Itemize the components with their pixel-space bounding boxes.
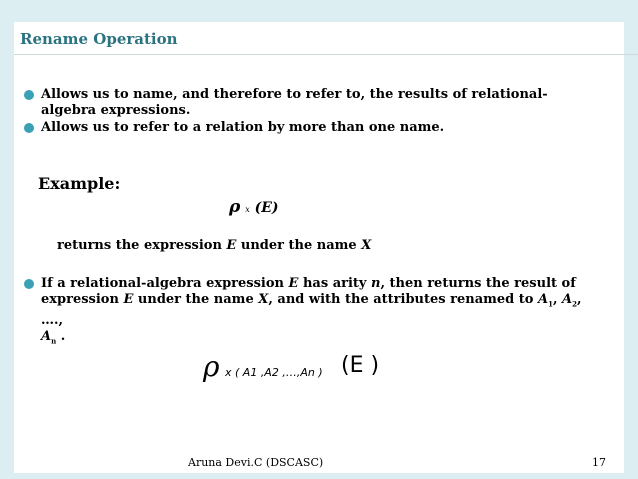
frame-top-bar — [0, 0, 638, 22]
footer-author: Aruna Devi.C (DSCASC) — [188, 456, 324, 469]
returns-text: returns the expression — [57, 238, 227, 253]
b3-text: If a relational-algebra expression — [41, 276, 289, 291]
rho-subscript: x — [245, 205, 250, 214]
returns-sentence — [57, 238, 371, 253]
frame-bottom-bar — [0, 473, 638, 479]
b3-n: n — [371, 276, 381, 291]
bullet-dot-icon — [24, 123, 34, 133]
frame-left-bar — [0, 0, 14, 479]
b3-e2: E — [123, 292, 134, 307]
rho-argument: (E) — [254, 200, 279, 216]
b3-text-2: has arity — [298, 276, 371, 291]
b3-sep2: , …., — [41, 292, 582, 328]
b3-e1: E — [288, 276, 299, 291]
b3-text-5: , and with the attributes renamed to — [268, 292, 538, 307]
formula-argument: (E ) — [341, 353, 380, 378]
b3-a2-sub: 2 — [572, 299, 577, 309]
rho-symbol: ρ — [229, 197, 241, 217]
example-label: Example: — [38, 174, 121, 193]
bullet-dot-icon — [24, 279, 34, 289]
returns-x: X — [361, 238, 372, 253]
b3-a1-sub: 1 — [548, 299, 553, 309]
page-number: 17 — [592, 456, 606, 469]
b3-a2: A — [562, 292, 573, 307]
rename-formula — [203, 350, 403, 384]
b3-a1: A — [537, 292, 549, 307]
b3-sep1: , — [552, 292, 563, 307]
formula-rho-symbol: ρ — [203, 350, 220, 383]
returns-e: E — [226, 238, 237, 253]
b3-text-4: under the name — [133, 292, 259, 307]
b3-an-sub: n — [51, 336, 57, 346]
bullet-text: Allows us to refer to a relation by more than one name. — [41, 120, 445, 135]
bullet-text: Allows us to name, and therefore to refer to, the results of relational-algebra expressions. — [41, 87, 548, 118]
b3-an: A — [41, 328, 52, 344]
frame-right-bar — [624, 0, 638, 479]
b3-text-3: , then returns the result of expression — [41, 276, 576, 307]
b3-end: . — [56, 328, 66, 344]
slide-title: Rename Operation — [20, 30, 178, 48]
bullet-dot-icon — [24, 90, 34, 100]
formula-subscript: x ( A1 ,A2 ,…,An ) — [225, 366, 323, 379]
rename-expression — [229, 197, 279, 217]
title-divider — [14, 54, 638, 55]
b3-x: X — [258, 292, 269, 307]
returns-text-2: under the name — [236, 238, 362, 253]
bullet-text — [41, 276, 601, 349]
